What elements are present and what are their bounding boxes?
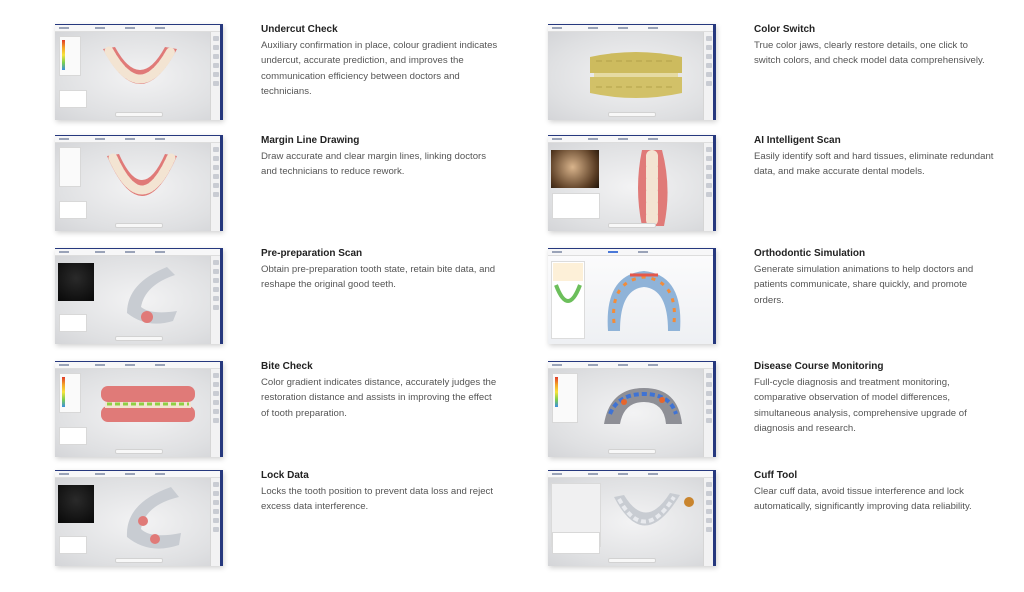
feature-title: Cuff Tool	[754, 470, 798, 481]
feature-title: Disease Course Monitoring	[754, 361, 884, 372]
undercut-check-screenshot	[55, 24, 223, 120]
feature-title: Pre-preparation Scan	[261, 248, 363, 259]
orthodontic-simulation-screenshot	[548, 248, 716, 344]
feature-title: Orthodontic Simulation	[754, 248, 866, 259]
feature-description: True color jaws, clearly restore details, one click to switch colors, and check model data comprehensively.	[754, 40, 985, 67]
feature-title: Color Switch	[754, 24, 816, 35]
feature-disease-course-monitoring	[548, 361, 1008, 457]
feature-margin-line-drawing	[55, 135, 515, 231]
lock-data-screenshot	[55, 470, 223, 566]
feature-description: Draw accurate and clear margin lines, linking doctors and technicians to reduce rework.	[261, 151, 487, 178]
feature-description: Locks the tooth position to prevent data loss and reject excess data interference.	[261, 486, 493, 513]
feature-title: Undercut Check	[261, 24, 338, 35]
feature-bite-check	[55, 361, 515, 457]
bite-check-screenshot	[55, 361, 223, 457]
cuff-tool-screenshot	[548, 470, 716, 566]
feature-ai-intelligent-scan	[548, 135, 1008, 231]
margin-line-drawing-screenshot	[55, 135, 223, 231]
feature-description: Generate simulation animations to help doctors and patients communicate, share quickly, and promote orders.	[754, 264, 974, 306]
ai-intelligent-scan-screenshot	[548, 135, 716, 231]
feature-color-switch	[548, 24, 1008, 120]
feature-orthodontic-simulation	[548, 248, 1008, 344]
feature-description: Auxiliary confirmation in place, colour gradient indicates undercut, accurate prediction, and improves the communication efficiency between doctors and technicians.	[261, 40, 498, 98]
disease-course-monitoring-screenshot	[548, 361, 716, 457]
feature-undercut-check	[55, 24, 515, 120]
feature-lock-data	[55, 470, 515, 566]
feature-title: Margin Line Drawing	[261, 135, 360, 146]
feature-description: Obtain pre-preparation tooth state, retain bite data, and reshape the original good teeth.	[261, 264, 496, 291]
feature-title: Lock Data	[261, 470, 309, 481]
feature-title: Bite Check	[261, 361, 313, 372]
feature-description: Easily identify soft and hard tissues, eliminate redundant data, and make accurate dental models.	[754, 151, 994, 178]
feature-description: Clear cuff data, avoid tissue interference and lock automatically, significantly improving data reliability.	[754, 486, 972, 513]
feature-description: Color gradient indicates distance, accurately judges the restoration distance and assists in improving the effect of tooth preparation.	[261, 377, 497, 419]
pre-preparation-scan-screenshot	[55, 248, 223, 344]
color-switch-screenshot	[548, 24, 716, 120]
feature-cuff-tool	[548, 470, 1008, 566]
feature-title: AI Intelligent Scan	[754, 135, 841, 146]
feature-pre-preparation-scan	[55, 248, 515, 344]
feature-description: Full-cycle diagnosis and treatment monitoring, comparative observation of model differences, simultaneous analysis, comprehensive upgrade of diagnosis and research.	[754, 377, 967, 435]
